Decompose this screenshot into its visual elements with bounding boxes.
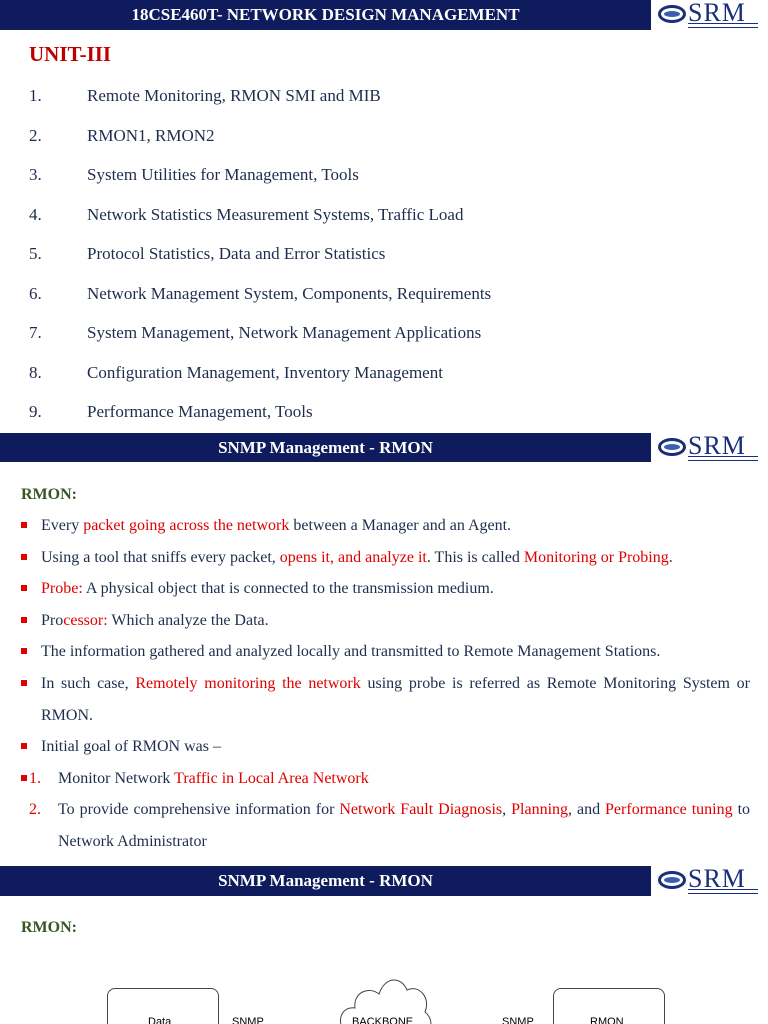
- srm-logo: [658, 2, 758, 28]
- srm-logo: [658, 868, 758, 894]
- logo-text: SRM: [688, 866, 746, 893]
- logo-emblem-icon: [658, 5, 686, 23]
- backbone-label: BACKBONE: [352, 1016, 414, 1024]
- slide-header: SNMP Management - RMON: [0, 433, 651, 462]
- slide-header: 18CSE460T- NETWORK DESIGN MANAGEMENT: [0, 0, 651, 30]
- rmon-box-label: RMON: [590, 1016, 624, 1024]
- unit-title: UNIT-III: [29, 42, 112, 66]
- list-item: Probe: A physical object that is connected to the transmission medium.: [21, 573, 750, 605]
- slide-rmon-diagram: [0, 866, 768, 1024]
- list-item: In such case, Remotely monitoring the network using probe is referred as Remote Monitoring System or RMON.: [21, 668, 750, 731]
- list-item: Using a tool that sniffs every packet, opens it, and analyze it. This is called Monitoring or Probing.: [21, 542, 750, 574]
- snmp-right-label: SNMP: [502, 1016, 534, 1024]
- list-item: Initial goal of RMON was –: [21, 731, 750, 763]
- sub-list-wrapper: [21, 763, 750, 858]
- srm-logo: [658, 435, 758, 461]
- snmp-left-label: SNMP: [232, 1016, 264, 1024]
- data-box-label: Data: [148, 1016, 172, 1024]
- sub-list-item: 1. Monitor Network Traffic in Local Area Network: [29, 769, 369, 787]
- sub-list: [21, 763, 750, 858]
- slide-header: SNMP Management - RMON: [0, 866, 651, 896]
- section-title: RMON:: [21, 486, 77, 503]
- list-item: The information gathered and analyzed locally and transmitted to Remote Management Stations.: [21, 636, 750, 668]
- logo-emblem-icon: [658, 438, 686, 456]
- bullet-list: [21, 510, 750, 858]
- list-item: Processor: Which analyze the Data.: [21, 605, 750, 637]
- backbone-cloud-icon: [335, 964, 435, 1024]
- slide-rmon-intro: [0, 433, 768, 866]
- logo-text: SRM: [688, 0, 746, 27]
- list-item: Every packet going across the network between a Manager and an Agent.: [21, 510, 750, 542]
- logo-text: SRM: [688, 433, 746, 460]
- section-title: RMON:: [21, 919, 77, 936]
- logo-emblem-icon: [658, 871, 686, 889]
- sub-list-item: 2. To provide comprehensive information for Network Fault Diagnosis, Planning, and Performance tuning to Network Administrator: [29, 801, 751, 850]
- slide-unit-overview: 18CSE460T- NETWORK DESIGN MANAGEMENT SRM UNIT-III 1. Remote Monitoring, RMON SMI and MIB 2. RMON1, RMON2 3. System Utilities for Management, Tools 4. Network Statistics Measurement Systems, Traffic Load 5. Protocol Statistics, Data and Error Statistics 6. Network Management System, Components, Requirements 7. System Management, Network Management Applications 8. Configuration Management, Inventory Management 9. Performance Management, Tools: [0, 0, 768, 433]
